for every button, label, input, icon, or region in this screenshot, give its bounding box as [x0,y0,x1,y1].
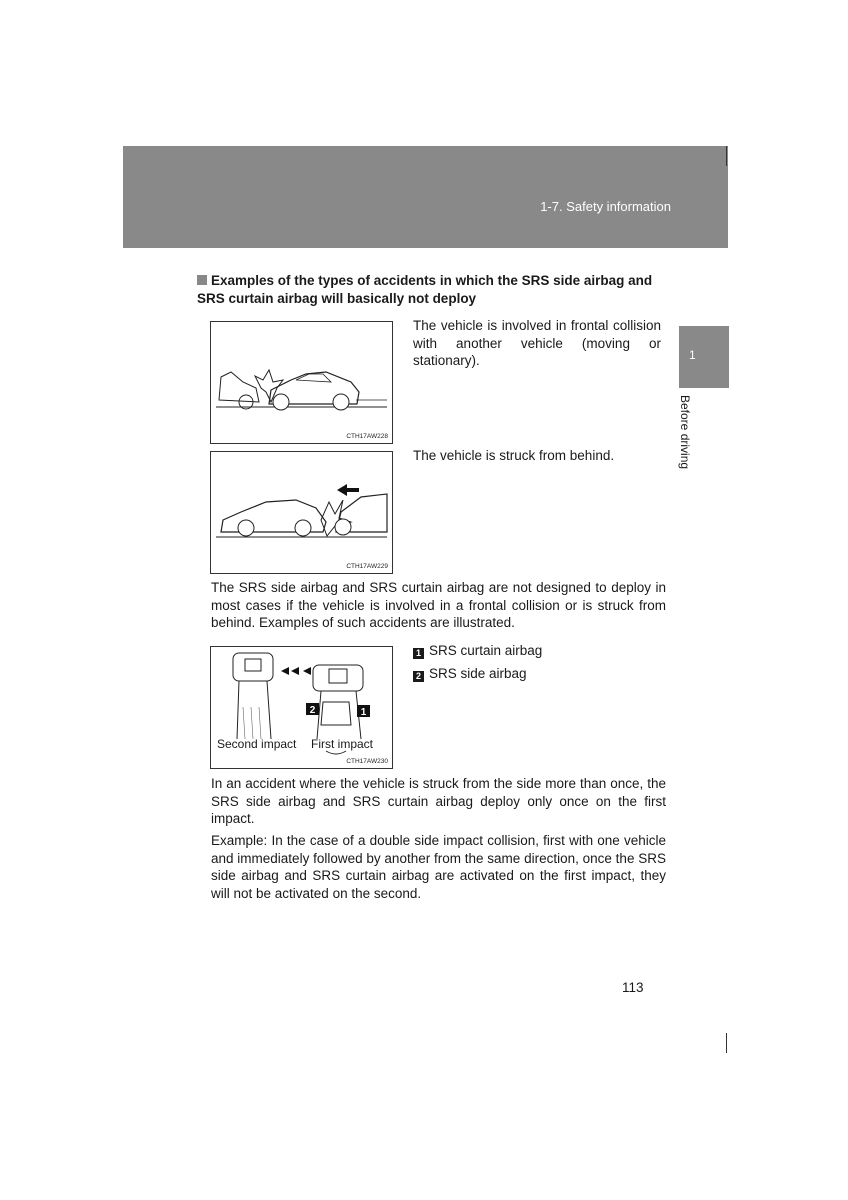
rear-collision-illustration [211,452,392,573]
chapter-number: 1 [689,348,696,362]
legend-item [413,666,527,682]
figure-1-caption: The vehicle is involved in frontal collision with another vehicle (moving or stationary). [413,318,661,368]
page-number: 113 [622,980,644,995]
figure-code: CTH17AW229 [346,563,388,570]
frontal-collision-illustration [211,322,392,443]
legend-text: SRS side airbag [429,666,527,681]
marker-1: 1 [360,707,367,718]
paragraph-example: Example: In the case of a double side impact collision, first with one vehicle and immediately followed by another from the same direction, once the SRS side airbag and SRS curtain airbag are activated on the first impact, they will not be activated on the second. [211,833,666,901]
marker-2: 2 [309,705,316,716]
section-heading [197,272,667,308]
figure-code: CTH17AW230 [346,758,388,765]
paragraph-not-designed: The SRS side airbag and SRS curtain airbag are not designed to deploy in most cases if the vehicle is involved in a frontal collision or is struck from behind. Examples of such accidents are illustrated. [211,580,666,630]
crop-mark-bottom [726,1033,727,1053]
first-impact-label: First impact [311,737,374,751]
figure-frontal-collision [210,321,393,444]
header-band [123,146,728,248]
figure-2-caption: The vehicle is struck from behind. [413,448,615,463]
chapter-label-text: Before driving [678,395,692,470]
crop-mark-top [726,146,727,166]
section-title: 1-7. Safety information [540,199,671,214]
legend-text: SRS curtain airbag [429,643,543,658]
legend-item [413,643,542,659]
figure-side-impact [210,646,393,769]
section-heading-text: Examples of the types of accidents in which the SRS side airbag and SRS curtain airbag will basically not deploy [197,273,653,306]
figure-code: CTH17AW228 [346,433,388,440]
paragraph-deploy-once: In an accident where the vehicle is struck from the side more than once, the SRS side airbag and SRS curtain airbag deploy only once on the first impact. [211,776,666,826]
legend-number: 1 [413,648,424,659]
square-bullet-icon [197,275,207,285]
chapter-tab [679,326,729,388]
second-impact-label: Second impact [217,737,297,751]
legend-number: 2 [413,671,424,682]
figure-rear-collision [210,451,393,574]
chapter-label [672,395,712,485]
